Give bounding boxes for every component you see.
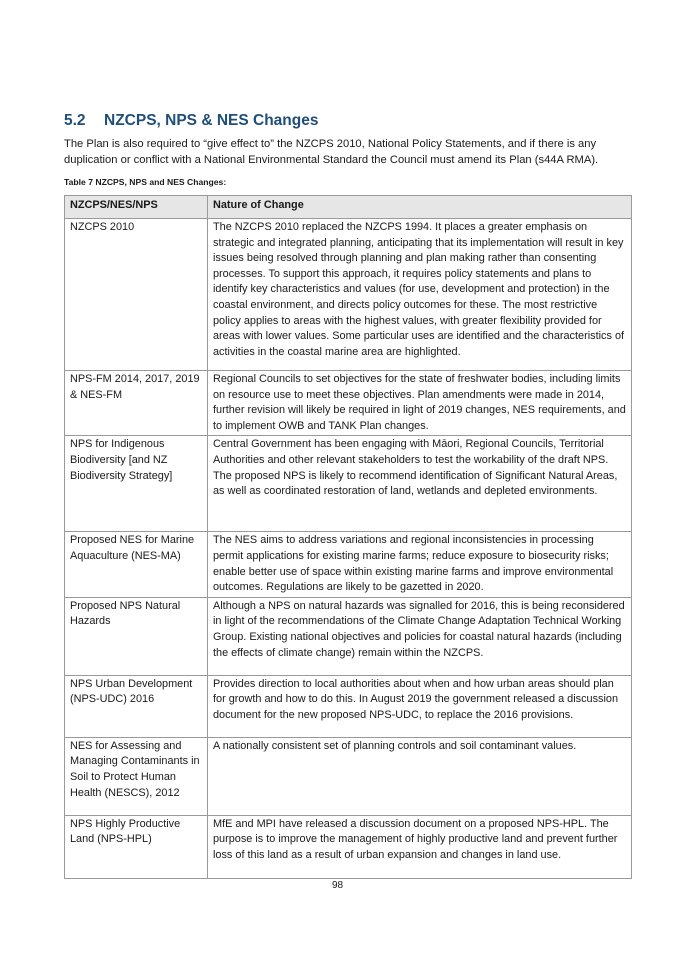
page-number: 98 [331,880,344,891]
section-heading [64,112,318,130]
change-cell [208,436,632,532]
change-paragraph: Central Government has been engaging with Māori, Regional Councils, Territorial Authorities and other relevant stakeholders to test the workability of the draft NPS. [213,438,609,466]
change-cell [208,815,632,878]
instrument-cell: NZCPS 2010 [65,219,208,371]
change-cell [208,597,632,675]
column-header-nature-of-change: Nature of Change [208,196,632,219]
instrument-cell: NPS for Indigenous Biodiversity [and NZ Biodiversity Strategy] [65,436,208,532]
instrument-cell: Proposed NPS Natural Hazards [65,597,208,675]
change-cell [208,371,632,436]
instrument-cell: NPS Highly Productive Land (NPS-HPL) [65,815,208,878]
table-header-row [65,196,632,219]
change-cell [208,737,632,815]
changes-table [64,195,632,879]
section-number: 5.2 [64,112,86,129]
change-cell [208,532,632,597]
instrument-cell: NPS-FM 2014, 2017, 2019 & NES-FM [65,371,208,436]
change-cell [208,219,632,371]
table-row [65,737,632,815]
change-paragraph: The NZCPS 2010 replaced the NZCPS 1994. It places a greater emphasis on strategic and integrated planning, anticipating that its implementation will result in key issues being resolved through planning and plan making rather than consenting processes. To support this approach, it requires policy statements and plans to identify key characteristics and values (for use, development and protection) in the coastal environment, and directs policy outcomes for these. The most restrictive policy applies to areas with the highest values, with greater flexibility provided for areas with lower values. Some particular uses are identified and the characteristics of activities in the coastal marine area are highlighted. [213,221,625,358]
instrument-cell: NPS Urban Development (NPS-UDC) 2016 [65,675,208,737]
change-paragraph: The proposed NPS is likely to recommend identification of Significant Natural Areas, as well as coordinated restoration of land, wetlands and depleted environments. [213,469,618,498]
change-paragraph: The NES aims to address variations and regional inconsistencies in processing permit applications for existing marine farms; reduce exposure to biosecurity risks; enable better use of space within existing marine farms and improve environmental outcomes. Regulations are likely to be gazetted in 2020. [213,534,614,594]
table-caption: Table 7 NZCPS, NPS and NES Changes: [64,177,227,187]
change-paragraph: Regional Councils to set objectives for the state of freshwater bodies, including limits on resource use to meet these objectives. Plan amendments were made in 2014, further revision will likely be required in light of 2019 changes, NES requirements, and to implement OWB and TANK Plan changes. [213,373,626,432]
table-row [65,219,632,371]
table-row [65,815,632,878]
table-row [65,675,632,737]
table-row [65,597,632,675]
change-paragraph: Provides direction to local authorities about when and how urban areas should plan for growth and how to do this. In August 2019 the government released a discussion document for the new proposed NPS-UDC, to replace the 2016 provisions. [213,677,619,721]
intro-paragraph: The Plan is also required to “give effect to” the NZCPS 2010, National Policy Statements, and if there is any duplication or conflict with a National Environmental Standard the Council must amend its Plan (s44A RMA). [64,138,599,166]
table-row [65,436,632,532]
instrument-cell: NES for Assessing and Managing Contaminants in Soil to Protect Human Health (NESCS), 2012 [65,737,208,815]
column-header-instrument: NZCPS/NES/NPS [65,196,208,219]
instrument-cell: Proposed NES for Marine Aquaculture (NES-MA) [65,532,208,597]
table-row [65,371,632,436]
change-cell [208,675,632,737]
change-paragraph: MfE and MPI have released a discussion document on a proposed NPS-HPL. The purpose is to improve the management of highly productive land and prevent further loss of this land as a result of urban expansion and changes in land use. [213,817,618,861]
change-paragraph: Although a NPS on natural hazards was signalled for 2016, this is being reconsidered in light of the recommendations of the Climate Change Adaptation Technical Working Group. Existing national objectives and policies for coastal natural hazards (including the effects of climate change) remain within the NZCPS. [213,599,625,659]
section-title: NZCPS, NPS & NES Changes [104,112,319,129]
change-paragraph: A nationally consistent set of planning controls and soil contaminant values. [213,739,577,752]
table-row [65,532,632,597]
